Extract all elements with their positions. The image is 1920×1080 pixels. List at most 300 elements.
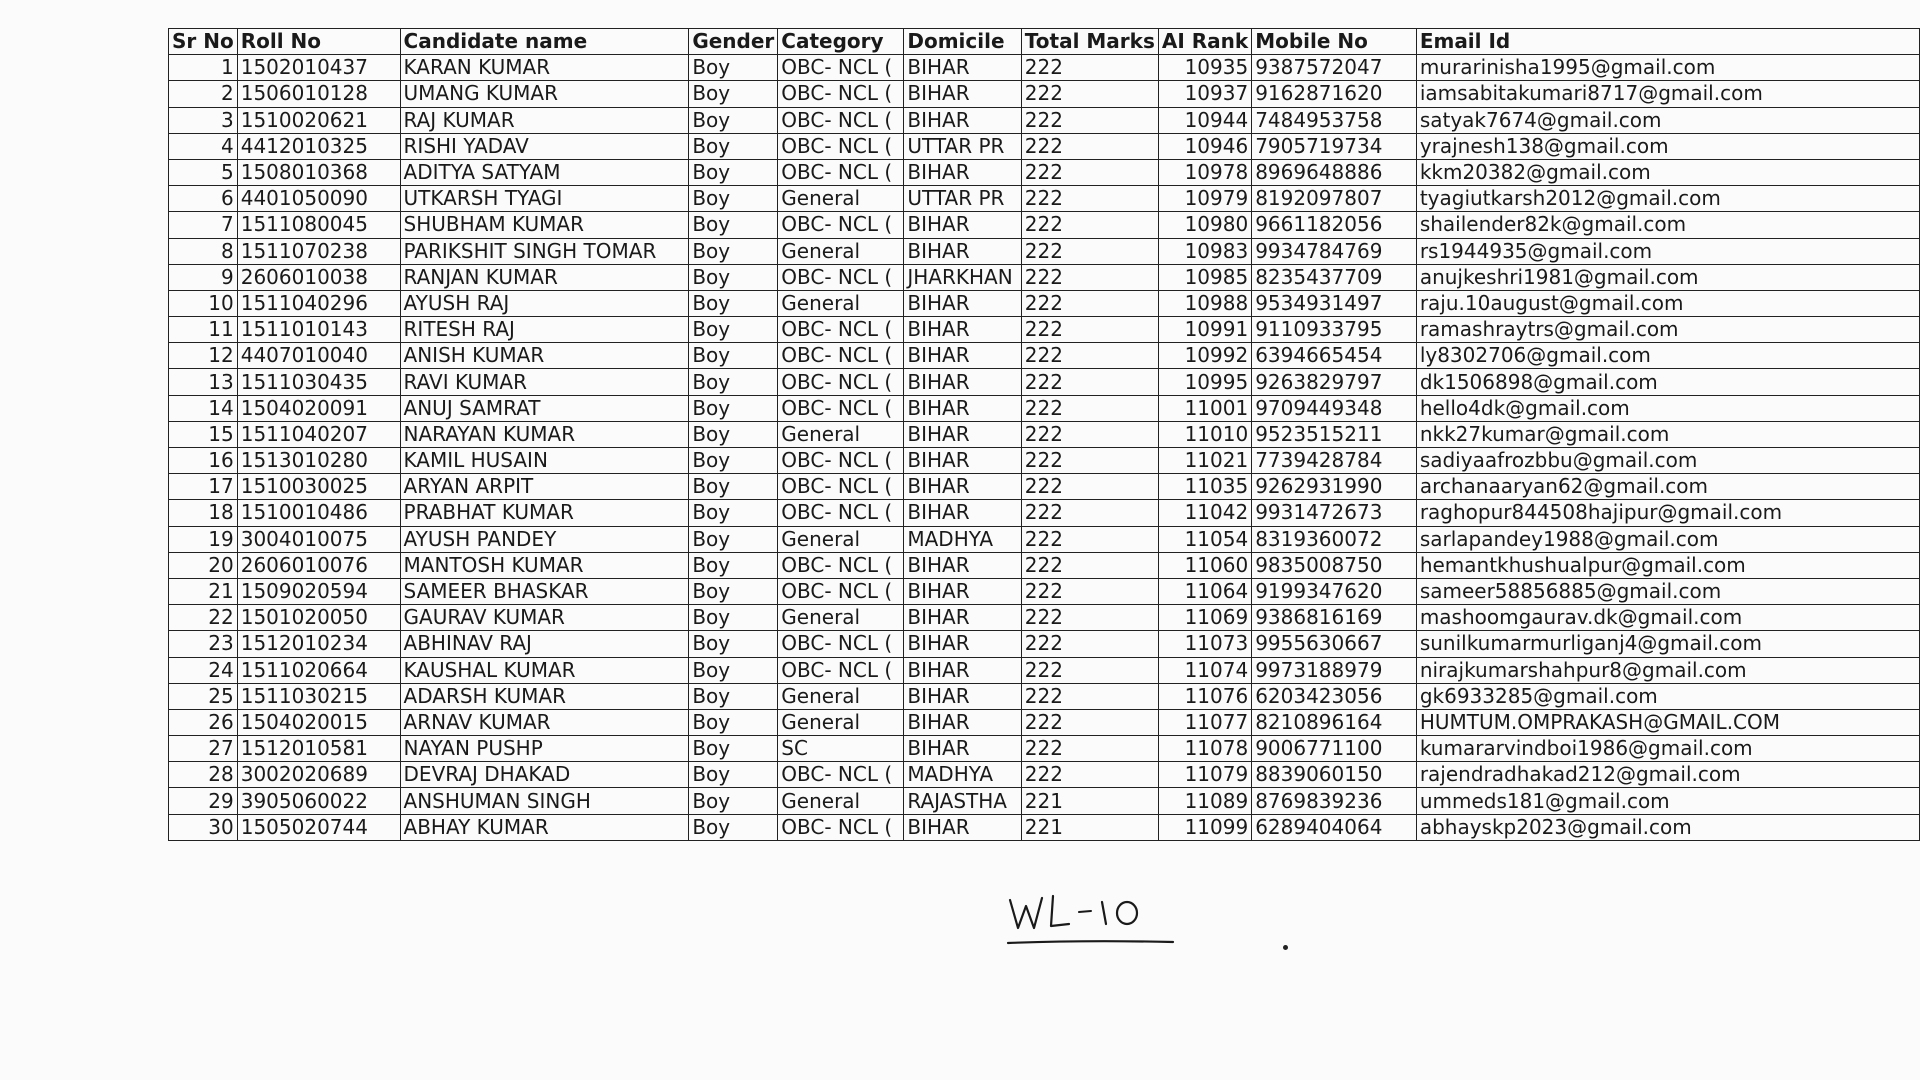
cell-candidate-name: KAMIL HUSAIN [400, 448, 689, 474]
cell-gender: Boy [689, 736, 778, 762]
cell-category: OBC- NCL ( [778, 814, 904, 840]
col-header-mobile-no: Mobile No [1252, 29, 1417, 55]
cell-gender: Boy [689, 238, 778, 264]
cell-domicile: BIHAR [904, 159, 1021, 185]
table-row [169, 683, 1920, 709]
cell-domicile: BIHAR [904, 81, 1021, 107]
cell-gender: Boy [689, 186, 778, 212]
cell-mobile-no: 7484953758 [1252, 107, 1417, 133]
cell-gender: Boy [689, 683, 778, 709]
cell-sr-no: 17 [169, 474, 238, 500]
cell-total-marks: 222 [1021, 605, 1158, 631]
cell-candidate-name: NARAYAN KUMAR [400, 421, 689, 447]
table-row [169, 605, 1920, 631]
table-row [169, 657, 1920, 683]
cell-gender: Boy [689, 709, 778, 735]
cell-sr-no: 10 [169, 290, 238, 316]
cell-ai-rank: 10980 [1158, 212, 1251, 238]
table-row [169, 81, 1920, 107]
cell-category: OBC- NCL ( [778, 631, 904, 657]
cell-roll-no: 1510020621 [237, 107, 400, 133]
cell-category: General [778, 186, 904, 212]
cell-mobile-no: 6203423056 [1252, 683, 1417, 709]
cell-category: OBC- NCL ( [778, 395, 904, 421]
cell-candidate-name: RISHI YADAV [400, 133, 689, 159]
cell-candidate-name: ANISH KUMAR [400, 343, 689, 369]
cell-total-marks: 222 [1021, 448, 1158, 474]
cell-sr-no: 27 [169, 736, 238, 762]
cell-category: General [778, 290, 904, 316]
cell-ai-rank: 11069 [1158, 605, 1251, 631]
table-row [169, 474, 1920, 500]
cell-ai-rank: 11099 [1158, 814, 1251, 840]
cell-roll-no: 2606010038 [237, 264, 400, 290]
cell-candidate-name: GAURAV KUMAR [400, 605, 689, 631]
cell-email-id: sarlapandey1988@gmail.com [1416, 526, 1919, 552]
cell-email-id: raju.10august@gmail.com [1416, 290, 1919, 316]
cell-gender: Boy [689, 448, 778, 474]
cell-mobile-no: 9835008750 [1252, 552, 1417, 578]
cell-domicile: BIHAR [904, 317, 1021, 343]
cell-category: General [778, 605, 904, 631]
cell-domicile: BIHAR [904, 238, 1021, 264]
table-row [169, 395, 1920, 421]
cell-sr-no: 15 [169, 421, 238, 447]
cell-sr-no: 23 [169, 631, 238, 657]
handwritten-annotation [1005, 888, 1177, 948]
cell-total-marks: 222 [1021, 133, 1158, 159]
cell-candidate-name: PRABHAT KUMAR [400, 500, 689, 526]
col-header-candidate-name: Candidate name [400, 29, 689, 55]
cell-domicile: BIHAR [904, 631, 1021, 657]
cell-roll-no: 4401050090 [237, 186, 400, 212]
cell-total-marks: 222 [1021, 159, 1158, 185]
table-row [169, 448, 1920, 474]
cell-domicile: BIHAR [904, 55, 1021, 81]
cell-ai-rank: 11021 [1158, 448, 1251, 474]
cell-email-id: murarinisha1995@gmail.com [1416, 55, 1919, 81]
cell-candidate-name: DEVRAJ DHAKAD [400, 762, 689, 788]
cell-sr-no: 18 [169, 500, 238, 526]
cell-mobile-no: 9534931497 [1252, 290, 1417, 316]
cell-email-id: hello4dk@gmail.com [1416, 395, 1919, 421]
table-row [169, 159, 1920, 185]
cell-email-id: gk6933285@gmail.com [1416, 683, 1919, 709]
cell-mobile-no: 9386816169 [1252, 605, 1417, 631]
cell-domicile: BIHAR [904, 343, 1021, 369]
cell-candidate-name: ANUJ SAMRAT [400, 395, 689, 421]
cell-total-marks: 222 [1021, 369, 1158, 395]
cell-gender: Boy [689, 578, 778, 604]
cell-domicile: BIHAR [904, 657, 1021, 683]
cell-gender: Boy [689, 631, 778, 657]
cell-domicile: BIHAR [904, 683, 1021, 709]
cell-total-marks: 222 [1021, 343, 1158, 369]
cell-roll-no: 1508010368 [237, 159, 400, 185]
cell-domicile: BIHAR [904, 709, 1021, 735]
table-row [169, 107, 1920, 133]
cell-sr-no: 4 [169, 133, 238, 159]
cell-mobile-no: 9955630667 [1252, 631, 1417, 657]
table-row [169, 317, 1920, 343]
cell-domicile: MADHYA [904, 762, 1021, 788]
cell-mobile-no: 6394665454 [1252, 343, 1417, 369]
cell-sr-no: 25 [169, 683, 238, 709]
cell-email-id: kkm20382@gmail.com [1416, 159, 1919, 185]
cell-gender: Boy [689, 133, 778, 159]
cell-mobile-no: 9006771100 [1252, 736, 1417, 762]
cell-total-marks: 222 [1021, 500, 1158, 526]
cell-roll-no: 2606010076 [237, 552, 400, 578]
cell-mobile-no: 8769839236 [1252, 788, 1417, 814]
table-row [169, 343, 1920, 369]
cell-category: OBC- NCL ( [778, 500, 904, 526]
cell-total-marks: 222 [1021, 81, 1158, 107]
cell-roll-no: 1504020091 [237, 395, 400, 421]
cell-mobile-no: 8235437709 [1252, 264, 1417, 290]
cell-roll-no: 1511020664 [237, 657, 400, 683]
table-row [169, 133, 1920, 159]
cell-candidate-name: RAJ KUMAR [400, 107, 689, 133]
cell-category: General [778, 788, 904, 814]
cell-category: OBC- NCL ( [778, 55, 904, 81]
cell-sr-no: 24 [169, 657, 238, 683]
table-row [169, 421, 1920, 447]
cell-mobile-no: 9110933795 [1252, 317, 1417, 343]
cell-sr-no: 2 [169, 81, 238, 107]
cell-mobile-no: 9934784769 [1252, 238, 1417, 264]
table-row [169, 788, 1920, 814]
cell-mobile-no: 8969648886 [1252, 159, 1417, 185]
cell-mobile-no: 7739428784 [1252, 448, 1417, 474]
table-row [169, 631, 1920, 657]
cell-candidate-name: KAUSHAL KUMAR [400, 657, 689, 683]
cell-total-marks: 222 [1021, 474, 1158, 500]
cell-total-marks: 222 [1021, 317, 1158, 343]
cell-mobile-no: 7905719734 [1252, 133, 1417, 159]
cell-roll-no: 1505020744 [237, 814, 400, 840]
col-header-domicile: Domicile [904, 29, 1021, 55]
cell-sr-no: 13 [169, 369, 238, 395]
cell-candidate-name: AYUSH PANDEY [400, 526, 689, 552]
cell-email-id: abhayskp2023@gmail.com [1416, 814, 1919, 840]
cell-gender: Boy [689, 526, 778, 552]
cell-total-marks: 222 [1021, 395, 1158, 421]
cell-email-id: yrajnesh138@gmail.com [1416, 133, 1919, 159]
cell-roll-no: 1509020594 [237, 578, 400, 604]
cell-sr-no: 6 [169, 186, 238, 212]
cell-total-marks: 222 [1021, 552, 1158, 578]
col-header-email-id: Email Id [1416, 29, 1919, 55]
cell-roll-no: 1511030435 [237, 369, 400, 395]
cell-domicile: UTTAR PR [904, 133, 1021, 159]
cell-mobile-no: 9931472673 [1252, 500, 1417, 526]
cell-candidate-name: ABHINAV RAJ [400, 631, 689, 657]
cell-email-id: nirajkumarshahpur8@gmail.com [1416, 657, 1919, 683]
cell-email-id: ly8302706@gmail.com [1416, 343, 1919, 369]
cell-roll-no: 3004010075 [237, 526, 400, 552]
cell-sr-no: 7 [169, 212, 238, 238]
cell-domicile: BIHAR [904, 474, 1021, 500]
cell-ai-rank: 11079 [1158, 762, 1251, 788]
cell-email-id: ramashraytrs@gmail.com [1416, 317, 1919, 343]
cell-candidate-name: RAVI KUMAR [400, 369, 689, 395]
cell-gender: Boy [689, 107, 778, 133]
cell-ai-rank: 11001 [1158, 395, 1251, 421]
cell-gender: Boy [689, 317, 778, 343]
cell-roll-no: 1504020015 [237, 709, 400, 735]
table-row [169, 526, 1920, 552]
cell-email-id: archanaaryan62@gmail.com [1416, 474, 1919, 500]
cell-ai-rank: 10995 [1158, 369, 1251, 395]
table-row [169, 186, 1920, 212]
cell-candidate-name: ABHAY KUMAR [400, 814, 689, 840]
cell-total-marks: 222 [1021, 657, 1158, 683]
cell-sr-no: 5 [169, 159, 238, 185]
cell-email-id: sadiyaafrozbbu@gmail.com [1416, 448, 1919, 474]
cell-candidate-name: ADARSH KUMAR [400, 683, 689, 709]
cell-candidate-name: MANTOSH KUMAR [400, 552, 689, 578]
cell-sr-no: 8 [169, 238, 238, 264]
col-header-total-marks: Total Marks [1021, 29, 1158, 55]
cell-domicile: RAJASTHA [904, 788, 1021, 814]
cell-domicile: JHARKHAN [904, 264, 1021, 290]
cell-category: OBC- NCL ( [778, 474, 904, 500]
cell-sr-no: 30 [169, 814, 238, 840]
cell-domicile: BIHAR [904, 290, 1021, 316]
cell-gender: Boy [689, 264, 778, 290]
table-row [169, 578, 1920, 604]
cell-ai-rank: 11076 [1158, 683, 1251, 709]
cell-domicile: BIHAR [904, 552, 1021, 578]
cell-email-id: sameer58856885@gmail.com [1416, 578, 1919, 604]
cell-gender: Boy [689, 159, 778, 185]
cell-candidate-name: NAYAN PUSHP [400, 736, 689, 762]
cell-total-marks: 222 [1021, 526, 1158, 552]
cell-category: General [778, 683, 904, 709]
cell-roll-no: 1506010128 [237, 81, 400, 107]
cell-mobile-no: 9162871620 [1252, 81, 1417, 107]
cell-ai-rank: 11060 [1158, 552, 1251, 578]
cell-total-marks: 222 [1021, 683, 1158, 709]
col-header-category: Category [778, 29, 904, 55]
cell-roll-no: 4412010325 [237, 133, 400, 159]
cell-total-marks: 222 [1021, 578, 1158, 604]
cell-email-id: sunilkumarmurliganj4@gmail.com [1416, 631, 1919, 657]
cell-mobile-no: 9709449348 [1252, 395, 1417, 421]
cell-candidate-name: ARNAV KUMAR [400, 709, 689, 735]
cell-ai-rank: 10979 [1158, 186, 1251, 212]
cell-candidate-name: SAMEER BHASKAR [400, 578, 689, 604]
cell-gender: Boy [689, 55, 778, 81]
cell-email-id: iamsabitakumari8717@gmail.com [1416, 81, 1919, 107]
cell-ai-rank: 11035 [1158, 474, 1251, 500]
cell-ai-rank: 11073 [1158, 631, 1251, 657]
table-row [169, 736, 1920, 762]
cell-mobile-no: 8210896164 [1252, 709, 1417, 735]
cell-email-id: hemantkhushualpur@gmail.com [1416, 552, 1919, 578]
cell-category: General [778, 526, 904, 552]
cell-email-id: tyagiutkarsh2012@gmail.com [1416, 186, 1919, 212]
cell-candidate-name: RITESH RAJ [400, 317, 689, 343]
candidate-table [168, 28, 1920, 841]
cell-gender: Boy [689, 762, 778, 788]
cell-gender: Boy [689, 605, 778, 631]
cell-ai-rank: 10978 [1158, 159, 1251, 185]
cell-mobile-no: 9973188979 [1252, 657, 1417, 683]
cell-total-marks: 222 [1021, 264, 1158, 290]
cell-category: OBC- NCL ( [778, 578, 904, 604]
cell-domicile: BIHAR [904, 736, 1021, 762]
table-row [169, 212, 1920, 238]
cell-gender: Boy [689, 500, 778, 526]
cell-ai-rank: 11010 [1158, 421, 1251, 447]
cell-email-id: anujkeshri1981@gmail.com [1416, 264, 1919, 290]
cell-sr-no: 21 [169, 578, 238, 604]
cell-mobile-no: 8192097807 [1252, 186, 1417, 212]
cell-gender: Boy [689, 552, 778, 578]
cell-sr-no: 29 [169, 788, 238, 814]
cell-gender: Boy [689, 474, 778, 500]
cell-roll-no: 1511080045 [237, 212, 400, 238]
cell-email-id: dk1506898@gmail.com [1416, 369, 1919, 395]
cell-ai-rank: 10985 [1158, 264, 1251, 290]
cell-gender: Boy [689, 212, 778, 238]
cell-ai-rank: 11077 [1158, 709, 1251, 735]
cell-roll-no: 3905060022 [237, 788, 400, 814]
cell-category: OBC- NCL ( [778, 762, 904, 788]
ink-dot [1283, 945, 1288, 950]
cell-category: SC [778, 736, 904, 762]
cell-mobile-no: 9199347620 [1252, 578, 1417, 604]
cell-mobile-no: 9262931990 [1252, 474, 1417, 500]
cell-total-marks: 222 [1021, 631, 1158, 657]
cell-candidate-name: PARIKSHIT SINGH TOMAR [400, 238, 689, 264]
cell-category: OBC- NCL ( [778, 159, 904, 185]
cell-domicile: BIHAR [904, 500, 1021, 526]
cell-roll-no: 1511040296 [237, 290, 400, 316]
cell-candidate-name: ADITYA SATYAM [400, 159, 689, 185]
cell-roll-no: 1511070238 [237, 238, 400, 264]
cell-sr-no: 12 [169, 343, 238, 369]
cell-ai-rank: 10992 [1158, 343, 1251, 369]
cell-ai-rank: 11064 [1158, 578, 1251, 604]
cell-sr-no: 26 [169, 709, 238, 735]
cell-email-id: shailender82k@gmail.com [1416, 212, 1919, 238]
cell-domicile: BIHAR [904, 212, 1021, 238]
cell-total-marks: 222 [1021, 421, 1158, 447]
cell-gender: Boy [689, 369, 778, 395]
table-row [169, 238, 1920, 264]
cell-category: General [778, 238, 904, 264]
cell-category: OBC- NCL ( [778, 107, 904, 133]
cell-category: OBC- NCL ( [778, 343, 904, 369]
cell-total-marks: 222 [1021, 186, 1158, 212]
cell-roll-no: 1510010486 [237, 500, 400, 526]
cell-domicile: BIHAR [904, 421, 1021, 447]
table-row [169, 814, 1920, 840]
cell-ai-rank: 11042 [1158, 500, 1251, 526]
cell-total-marks: 222 [1021, 55, 1158, 81]
table-row [169, 369, 1920, 395]
cell-domicile: UTTAR PR [904, 186, 1021, 212]
cell-roll-no: 1511030215 [237, 683, 400, 709]
cell-category: OBC- NCL ( [778, 317, 904, 343]
cell-category: OBC- NCL ( [778, 657, 904, 683]
cell-total-marks: 222 [1021, 762, 1158, 788]
cell-candidate-name: ARYAN ARPIT [400, 474, 689, 500]
cell-domicile: BIHAR [904, 605, 1021, 631]
cell-sr-no: 11 [169, 317, 238, 343]
table-row [169, 709, 1920, 735]
cell-total-marks: 222 [1021, 290, 1158, 316]
cell-mobile-no: 9661182056 [1252, 212, 1417, 238]
cell-roll-no: 1510030025 [237, 474, 400, 500]
cell-roll-no: 1501020050 [237, 605, 400, 631]
cell-sr-no: 14 [169, 395, 238, 421]
cell-ai-rank: 10937 [1158, 81, 1251, 107]
cell-sr-no: 22 [169, 605, 238, 631]
col-header-gender: Gender [689, 29, 778, 55]
table-body [169, 55, 1920, 841]
cell-total-marks: 222 [1021, 238, 1158, 264]
cell-mobile-no: 6289404064 [1252, 814, 1417, 840]
cell-ai-rank: 10988 [1158, 290, 1251, 316]
cell-roll-no: 1502010437 [237, 55, 400, 81]
cell-email-id: rs1944935@gmail.com [1416, 238, 1919, 264]
cell-roll-no: 1511040207 [237, 421, 400, 447]
cell-category: General [778, 421, 904, 447]
cell-sr-no: 28 [169, 762, 238, 788]
cell-category: OBC- NCL ( [778, 369, 904, 395]
cell-email-id: satyak7674@gmail.com [1416, 107, 1919, 133]
cell-sr-no: 20 [169, 552, 238, 578]
cell-category: OBC- NCL ( [778, 264, 904, 290]
cell-email-id: nkk27kumar@gmail.com [1416, 421, 1919, 447]
cell-candidate-name: AYUSH RAJ [400, 290, 689, 316]
col-header-roll-no: Roll No [237, 29, 400, 55]
cell-ai-rank: 11054 [1158, 526, 1251, 552]
cell-category: OBC- NCL ( [778, 81, 904, 107]
cell-category: OBC- NCL ( [778, 212, 904, 238]
cell-mobile-no: 9263829797 [1252, 369, 1417, 395]
cell-candidate-name: ANSHUMAN SINGH [400, 788, 689, 814]
cell-total-marks: 222 [1021, 736, 1158, 762]
cell-mobile-no: 8319360072 [1252, 526, 1417, 552]
cell-gender: Boy [689, 421, 778, 447]
cell-sr-no: 16 [169, 448, 238, 474]
cell-ai-rank: 11074 [1158, 657, 1251, 683]
cell-gender: Boy [689, 814, 778, 840]
cell-roll-no: 1513010280 [237, 448, 400, 474]
cell-gender: Boy [689, 81, 778, 107]
cell-total-marks: 222 [1021, 107, 1158, 133]
cell-total-marks: 221 [1021, 814, 1158, 840]
table-row [169, 762, 1920, 788]
cell-ai-rank: 11089 [1158, 788, 1251, 814]
table-row [169, 264, 1920, 290]
cell-mobile-no: 9387572047 [1252, 55, 1417, 81]
cell-email-id: rajendradhakad212@gmail.com [1416, 762, 1919, 788]
cell-candidate-name: UTKARSH TYAGI [400, 186, 689, 212]
cell-gender: Boy [689, 290, 778, 316]
cell-roll-no: 1511010143 [237, 317, 400, 343]
cell-ai-rank: 10935 [1158, 55, 1251, 81]
cell-roll-no: 3002020689 [237, 762, 400, 788]
col-header-ai-rank: AI Rank [1158, 29, 1251, 55]
cell-mobile-no: 9523515211 [1252, 421, 1417, 447]
cell-gender: Boy [689, 343, 778, 369]
